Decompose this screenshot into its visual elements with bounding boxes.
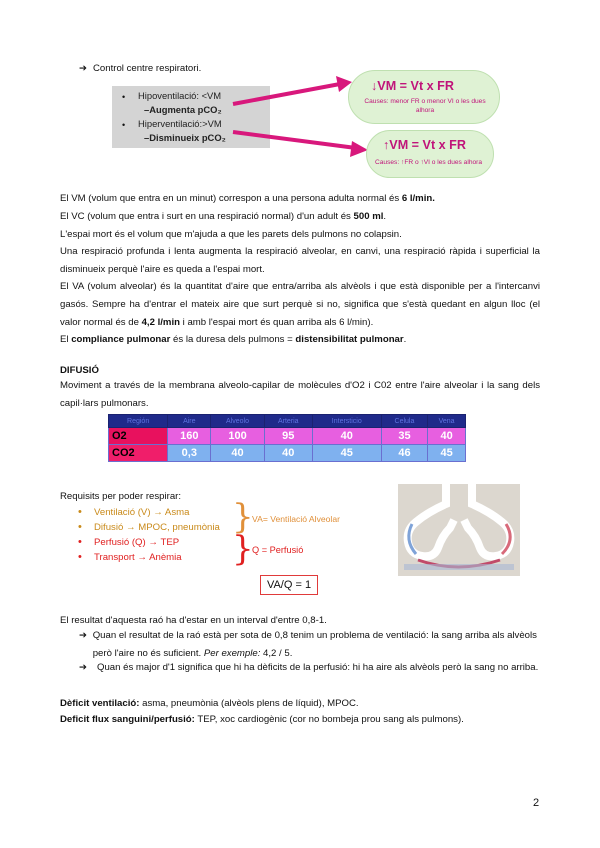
gas-pressure-table — [108, 414, 466, 462]
table-cell: 95 — [264, 428, 312, 445]
arrow-icon: ➔ — [79, 662, 88, 673]
increase-bubble — [366, 130, 494, 178]
increase-equation: ↑VM = Vt x FR — [383, 138, 466, 152]
table-row — [109, 445, 466, 462]
diagram-arrows — [0, 0, 600, 200]
hyper-label: Hiperventilació:>VM — [138, 118, 222, 129]
va-q-formula: VA/Q = 1 — [260, 575, 318, 595]
dead-space-line: L'espai mort és el volum que m'ajuda a que les parets dels pulmons no colapsin. — [60, 229, 402, 240]
bullet-icon: • — [122, 92, 126, 102]
diffusion-text: Moviment a través de la membrana alveolo-capilar de molècules d'O2 i C02 entre l'aire alveolar i la sang dels capil·lars pulmonars. — [60, 380, 540, 409]
table-header: Aire — [168, 415, 211, 428]
table-header-row — [109, 415, 466, 428]
brace-icon: } — [232, 529, 254, 569]
table-header: Vena — [428, 415, 466, 428]
alveoli-illustration — [398, 484, 520, 576]
list-item: • Perfusió (Q) → TEP — [78, 536, 180, 548]
table-row — [109, 428, 466, 445]
intro-bullet: ➔ Control centre respiratori. — [79, 60, 201, 78]
bullet-icon: • — [78, 521, 82, 533]
table-cell: 35 — [381, 428, 427, 445]
hyper-effect: –Disminueix pCO₂ — [144, 132, 226, 143]
decrease-bubble — [348, 70, 500, 124]
volume-paragraph — [60, 190, 540, 244]
bullet-icon: • — [78, 506, 82, 518]
alveolar-volume-paragraph: El VA (volum alveolar) és la quantitat d'aire que entra/arriba als alvèols i que està disponible per a l'intercanvi gasós. Sempre ha d'entrar el mateix aire que surt perquè si no, significa que s'està quedant en algun lloc (el valor normal és de 4,2 l/min i amb l'espai mort és quan arriba als 6 l/min). — [60, 281, 540, 328]
table-cell: 0,3 — [168, 445, 211, 462]
vc-line: El VC (volum que entra i surt en una respiració normal) d'un adult és 500 ml. — [60, 211, 387, 222]
table-cell: 40 — [264, 445, 312, 462]
list-item: • Ventilació (V) → Asma — [78, 506, 190, 518]
ratio-intro: El resultat d'aquesta raó ha d'estar en un interval d'entre 0,8-1. — [60, 615, 327, 626]
table-header: Alveolo — [211, 415, 264, 428]
diffusion-heading: DIFUSIÓ — [60, 365, 99, 376]
page-number: 2 — [533, 797, 540, 809]
vm-line: El VM (volum que entra en un minut) correspon a una persona adulta normal és 6 l/min. — [60, 193, 435, 204]
illustration-background — [398, 484, 520, 576]
hypo-effect: –Augmenta pCO₂ — [144, 104, 222, 115]
table-cell: 100 — [211, 428, 264, 445]
table-cell: 46 — [381, 445, 427, 462]
deficit-ventilation: Dèficit ventilació: asma, pneumònia (alvèols plens de líquid), MPOC. — [60, 698, 359, 709]
table-cell: 40 — [211, 445, 264, 462]
decrease-causes: Causes: menor FR o menor VI o les dues alhora — [364, 98, 486, 114]
ratio-bullet-1: ➔ Quan el resultat de la raó està per sota de 0,8 tenim un problema de ventilació: la sang arriba als alvèols però l'aire no és suficient. Per exemple: 4,2 / 5. — [79, 627, 541, 663]
table-header: Intersticio — [312, 415, 381, 428]
requisite-list — [78, 505, 220, 565]
arrow-to-increase — [233, 132, 356, 148]
arrow-to-decrease — [233, 84, 340, 104]
table-header: Celula — [381, 415, 427, 428]
table-cell: 45 — [428, 445, 466, 462]
table-cell: O2 — [109, 428, 168, 445]
ventilation-brace-label: VA= Ventilació Alveolar — [252, 514, 340, 524]
deficit-perfusion: Deficit flux sanguini/perfusió: TEP, xoc cardiogènic (cor no bombeja prou sang als pulmons). — [60, 714, 464, 725]
arrow-icon: ➔ — [79, 630, 88, 641]
list-item: • Difusió → MPOC, pneumònia — [78, 521, 220, 533]
table-cell: 40 — [428, 428, 466, 445]
arrow-icon: ➔ — [79, 63, 88, 74]
ratio-bullet-2: ➔ Quan és major d'1 significa que hi ha dèficits de la perfusió: hi ha aire als alvèols però la sang no arriba. — [79, 659, 541, 677]
bullet-icon: • — [78, 536, 82, 548]
table-cell: CO2 — [109, 445, 168, 462]
bullet-icon: • — [78, 551, 82, 563]
hypo-label: Hipoventilació: <VM — [138, 90, 222, 101]
requisites-heading: Requisits per poder respirar: — [60, 491, 182, 502]
increase-causes: Causes: ↑FR o ↑VI o les dues alhora — [375, 159, 483, 166]
perfusion-brace-label: Q = Perfusió — [252, 545, 304, 555]
bullet-icon: • — [122, 120, 126, 130]
table-header: Arteria — [264, 415, 312, 428]
compliance-paragraph: El compliance pulmonar és la duresa dels pulmons = distensibilitat pulmonar. — [60, 334, 407, 345]
breathing-paragraph: Una respiració profunda i lenta augmenta la respiració alveolar, en canvi, una respiració ràpida i superficial la disminueix perquè l'aire es queda a l'espai mort. — [60, 246, 540, 275]
list-item: • Transport → Anèmia — [78, 551, 182, 563]
table-cell: 45 — [312, 445, 381, 462]
brace-icon: } — [232, 497, 254, 537]
table-header: Región — [109, 415, 168, 428]
table-cell: 40 — [312, 428, 381, 445]
illustration-strip — [404, 564, 514, 570]
table-cell: 160 — [168, 428, 211, 445]
decrease-equation: ↓VM = Vt x FR — [371, 79, 454, 93]
